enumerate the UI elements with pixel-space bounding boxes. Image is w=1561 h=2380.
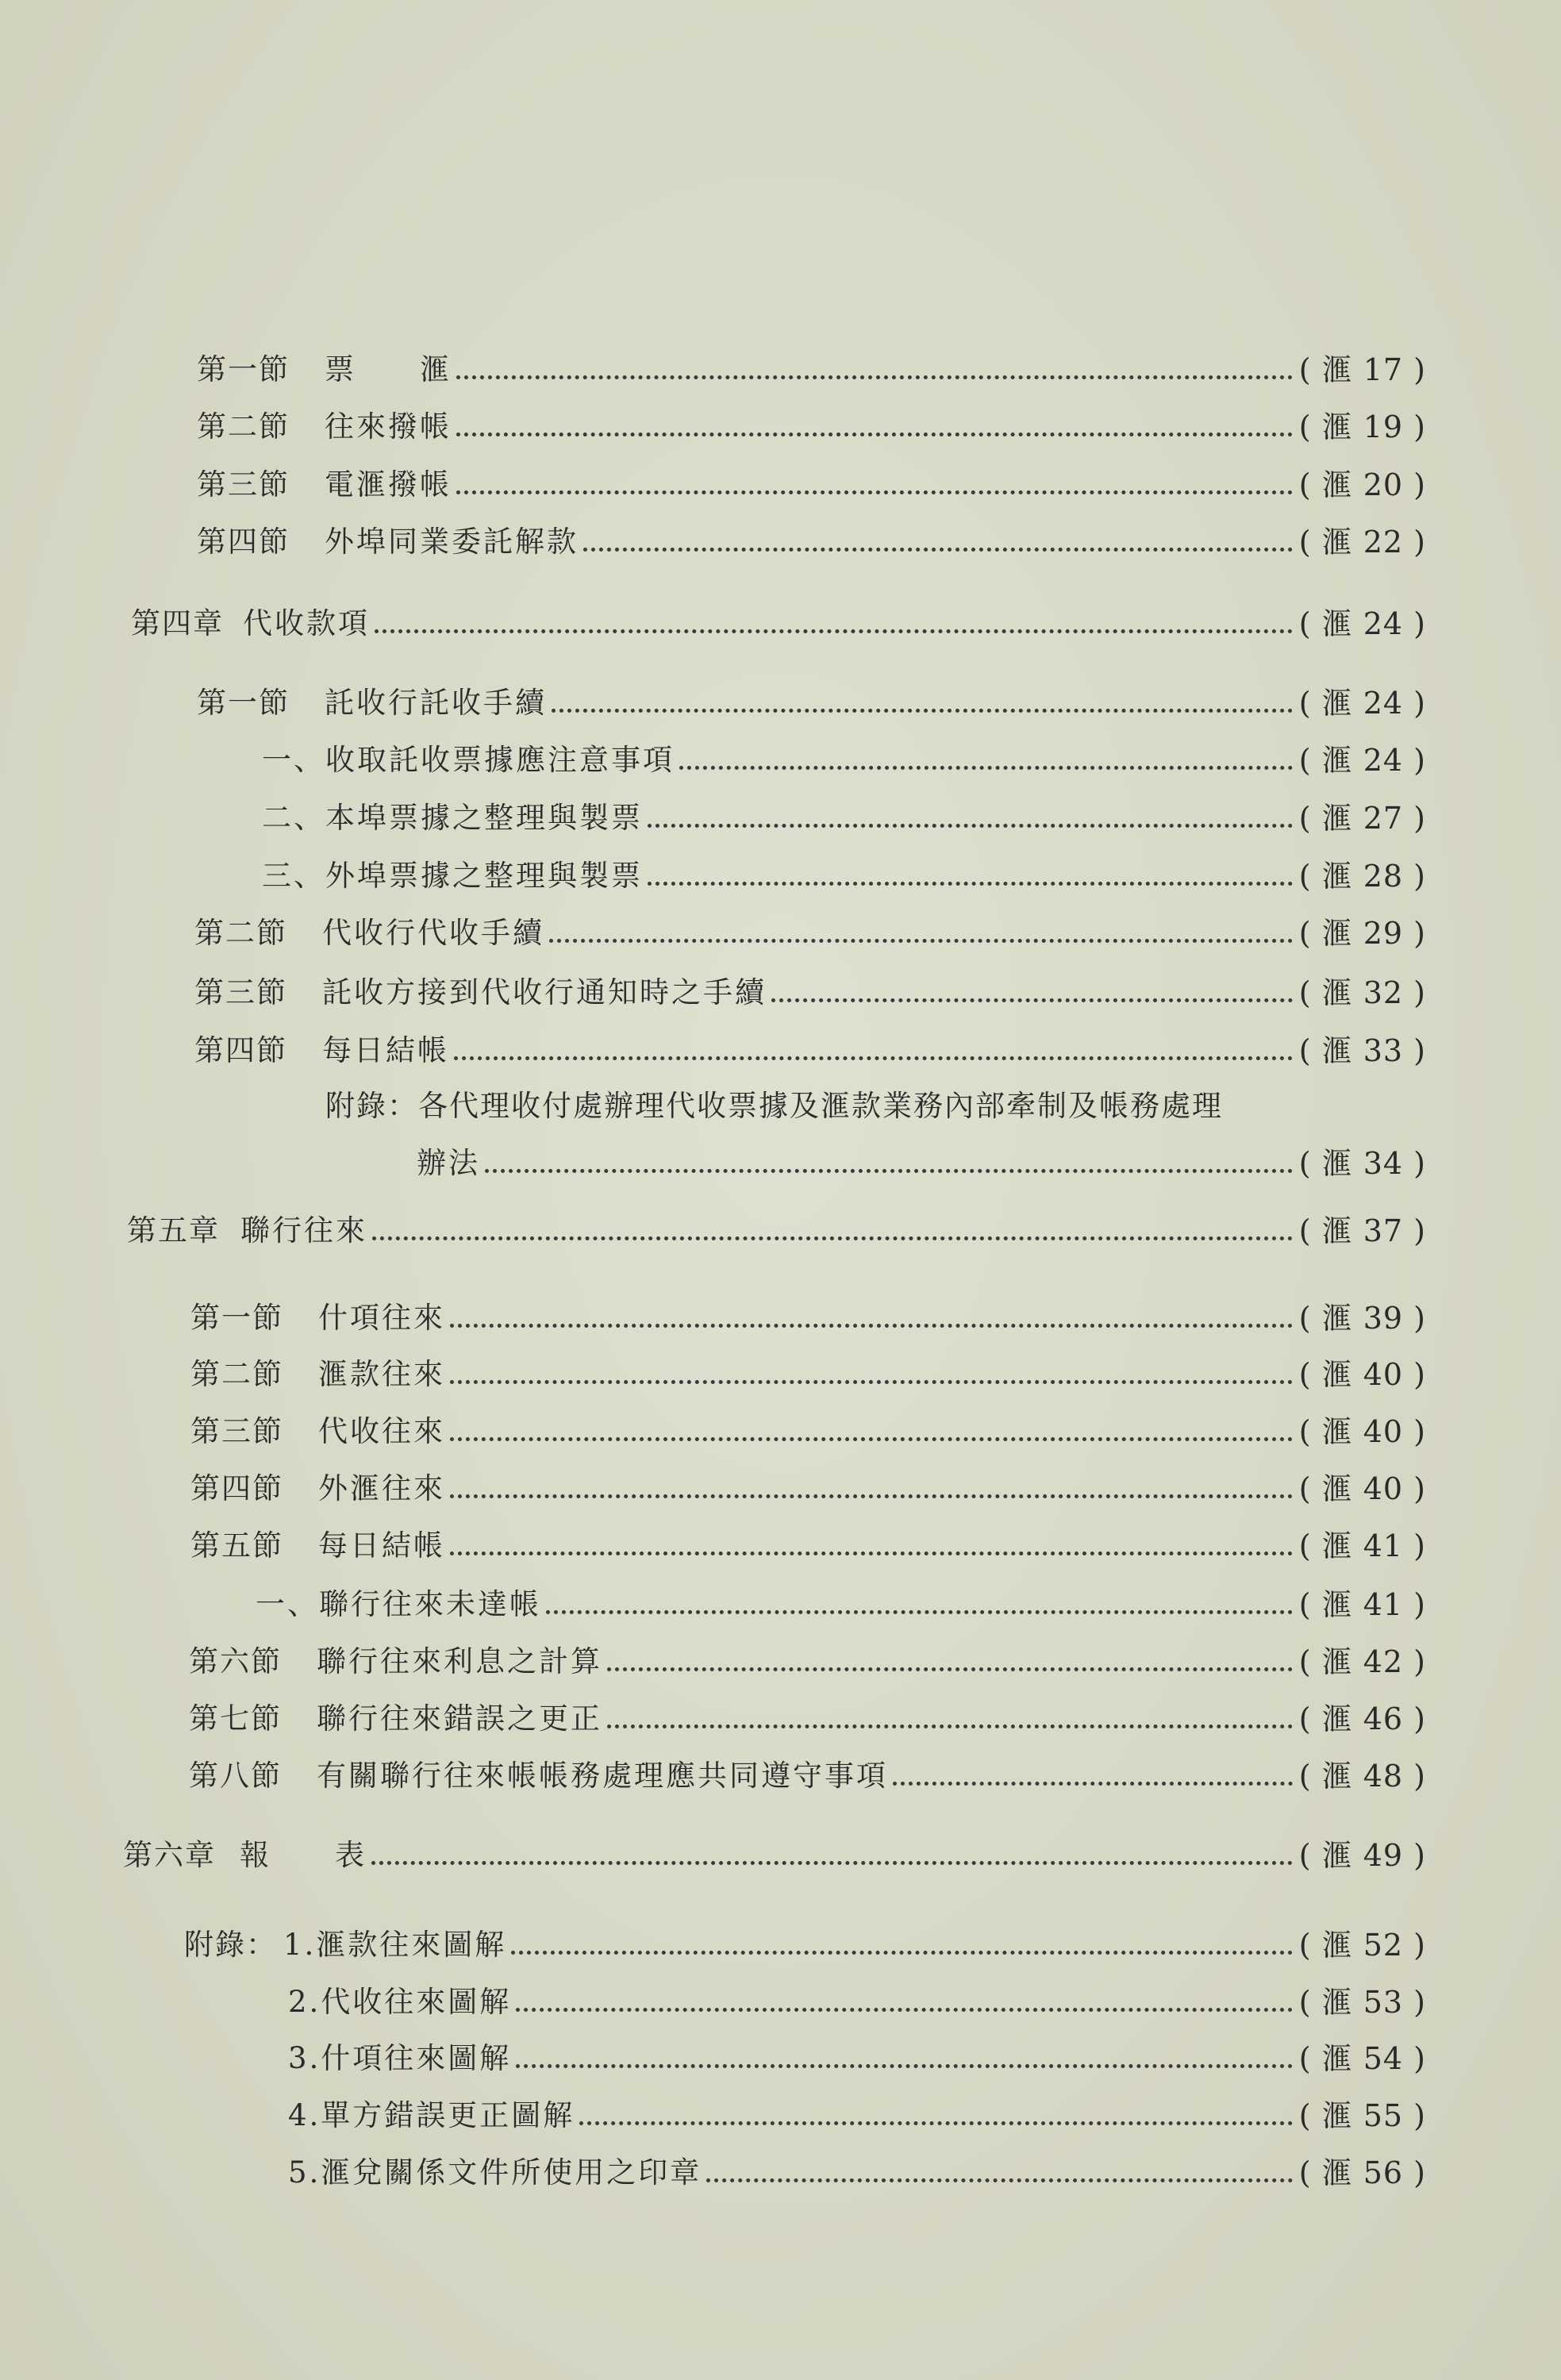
entry-page: ( 滙 42 ) (1298, 1644, 1426, 1679)
toc-entry (190, 1525, 1426, 1567)
dot-leader (516, 2008, 1292, 2012)
entry-number: 第一節 (197, 686, 290, 720)
toc-appendix-item (288, 2038, 1426, 2079)
appendix-item-title: 3.什項往來圖解 (288, 2041, 512, 2075)
dot-leader (450, 1437, 1293, 1441)
entry-title: 外滙往來 (318, 1471, 445, 1505)
toc-appendix-item (288, 1982, 1426, 2023)
toc-entry (197, 406, 1426, 448)
dot-leader (511, 1951, 1292, 1955)
dot-leader (456, 375, 1293, 379)
chapter-title: 代收款項 (243, 606, 370, 640)
dot-leader (549, 939, 1293, 943)
dot-leader (607, 1724, 1293, 1728)
toc-entry (197, 682, 1426, 724)
dot-leader (648, 882, 1293, 886)
toc-entry (190, 1468, 1426, 1509)
dot-leader (454, 1056, 1293, 1060)
dot-leader (450, 1494, 1293, 1498)
entry-page: ( 滙 56 ) (1298, 2155, 1426, 2190)
toc-appendix-item (288, 2152, 1426, 2194)
appendix-item-title: 5.滙兌關係文件所使用之印章 (288, 2155, 702, 2190)
entry-number: 第四節 (194, 1033, 287, 1067)
entry-page: ( 滙 48 ) (1298, 1759, 1426, 1794)
dot-leader (546, 1610, 1293, 1614)
entry-title: 滙款往來 (318, 1357, 445, 1391)
entry-number: 第六節 (189, 1644, 282, 1678)
entry-title: 每日結帳 (318, 1528, 445, 1563)
toc-chapter (131, 603, 1426, 644)
appendix-item-title: 4.單方錯誤更正圖解 (288, 2098, 575, 2132)
chapter-title: 報 表 (240, 1838, 367, 1872)
entry-page: ( 滙 39 ) (1298, 1301, 1426, 1336)
entry-title: 代收行代收手續 (322, 916, 544, 950)
entry-number: 第三節 (194, 975, 287, 1009)
toc-chapter (123, 1835, 1426, 1876)
chapter-number: 第六章 (123, 1838, 216, 1872)
entry-page: ( 滙 27 ) (1298, 801, 1426, 836)
dot-leader (450, 1380, 1293, 1384)
toc-entry (189, 1755, 1426, 1797)
appendix-continuation-title: 辦法 (417, 1146, 480, 1180)
entry-number: 第二節 (194, 916, 287, 950)
toc-entry (194, 1030, 1426, 1071)
entry-title: 聯行往來利息之計算 (317, 1644, 602, 1678)
entry-page: ( 滙 24 ) (1298, 606, 1426, 641)
dot-leader (485, 1169, 1293, 1173)
entry-page: ( 滙 49 ) (1298, 1838, 1426, 1873)
subentry-title: 一、聯行往來未達帳 (256, 1587, 541, 1621)
dot-leader (375, 629, 1293, 633)
entry-title: 託收行託收手續 (325, 686, 547, 720)
entry-page: ( 滙 24 ) (1298, 743, 1426, 778)
entry-title: 每日結帳 (322, 1033, 449, 1067)
entry-page: ( 滙 46 ) (1298, 1701, 1426, 1736)
entry-page: ( 滙 17 ) (1298, 352, 1426, 387)
toc-chapter (127, 1210, 1426, 1252)
toc-appendix-item (184, 1924, 1426, 1966)
chapter-number: 第五章 (127, 1213, 220, 1248)
dot-leader (583, 548, 1293, 552)
toc-entry (194, 913, 1426, 954)
entry-title: 代收往來 (318, 1414, 445, 1448)
toc-appendix-line (325, 1086, 1223, 1127)
dot-leader (771, 998, 1293, 1002)
subentry-title: 二、本埠票據之整理與製票 (262, 801, 643, 835)
entry-number: 第二節 (190, 1357, 283, 1391)
toc-subentry (262, 798, 1426, 839)
entry-number: 第一節 (190, 1301, 283, 1335)
dot-leader (456, 433, 1293, 436)
entry-page: ( 滙 41 ) (1298, 1528, 1426, 1563)
entry-page: ( 滙 41 ) (1298, 1587, 1426, 1622)
entry-page: ( 滙 19 ) (1298, 409, 1426, 444)
entry-page: ( 滙 24 ) (1298, 686, 1426, 721)
toc-entry (197, 521, 1426, 563)
entry-page: ( 滙 32 ) (1298, 975, 1426, 1010)
dot-leader (456, 490, 1293, 494)
toc-entry (189, 1641, 1426, 1682)
dot-leader (450, 1551, 1293, 1555)
entry-title: 什項往來 (318, 1301, 445, 1335)
entry-number: 第二節 (197, 409, 290, 444)
appendix-item-title: 1.滙款往來圖解 (283, 1928, 507, 1962)
toc-entry (190, 1411, 1426, 1452)
dot-leader (579, 2121, 1292, 2125)
entry-number: 第四節 (190, 1471, 283, 1505)
entry-number: 第一節 (197, 352, 290, 386)
entry-page: ( 滙 55 ) (1298, 2098, 1426, 2133)
toc-entry (190, 1298, 1426, 1339)
entry-page: ( 滙 22 ) (1298, 525, 1426, 559)
dot-leader (552, 709, 1293, 713)
toc-entry (197, 349, 1426, 390)
entry-page: ( 滙 37 ) (1298, 1213, 1426, 1248)
subentry-title: 一、收取託收票據應注意事項 (262, 743, 675, 777)
entry-page: ( 滙 29 ) (1298, 916, 1426, 951)
entry-page: ( 滙 40 ) (1298, 1414, 1426, 1449)
toc-subentry (262, 740, 1426, 781)
dot-leader (450, 1324, 1293, 1328)
entry-title: 外埠同業委託解款 (325, 525, 579, 559)
entry-page: ( 滙 40 ) (1298, 1357, 1426, 1392)
entry-title: 託收方接到代收行通知時之手續 (322, 975, 767, 1009)
dot-leader (516, 2064, 1292, 2068)
chapter-number: 第四章 (131, 606, 224, 640)
entry-number: 第四節 (197, 525, 290, 559)
entry-page: ( 滙 53 ) (1298, 1985, 1426, 2020)
chapter-title: 聯行往來 (240, 1213, 367, 1248)
dot-leader (706, 2178, 1292, 2182)
entry-title: 往來撥帳 (325, 409, 452, 444)
toc-subentry (256, 1584, 1426, 1625)
appendix-label: 附錄： (184, 1928, 277, 1962)
entry-number: 第五節 (190, 1528, 283, 1563)
dot-leader (679, 766, 1293, 770)
entry-page: ( 滙 20 ) (1298, 467, 1426, 502)
toc-entry (197, 464, 1426, 506)
toc-entry (194, 972, 1426, 1013)
appendix-title: 附錄：各代理收付處辦理代收票據及滙款業務內部牽制及帳務處理 (325, 1089, 1223, 1123)
toc-subentry (262, 855, 1426, 897)
toc-entry (189, 1698, 1426, 1740)
dot-leader (372, 1236, 1293, 1240)
toc-appendix-item (288, 2095, 1426, 2136)
entry-page: ( 滙 28 ) (1298, 859, 1426, 894)
subentry-title: 三、外埠票據之整理與製票 (262, 859, 643, 893)
entry-page: ( 滙 54 ) (1298, 2041, 1426, 2076)
entry-title: 電滙撥帳 (325, 467, 452, 502)
toc-entry (190, 1354, 1426, 1395)
dot-leader (371, 1861, 1293, 1865)
appendix-item-title: 2.代收往來圖解 (288, 1985, 512, 2019)
dot-leader (607, 1667, 1293, 1671)
dot-leader (893, 1782, 1293, 1786)
entry-page: ( 滙 34 ) (1298, 1146, 1426, 1181)
entry-number: 第八節 (189, 1759, 282, 1793)
entry-number: 第三節 (197, 467, 290, 502)
toc-appendix-continuation (417, 1143, 1426, 1184)
entry-page: ( 滙 52 ) (1298, 1928, 1426, 1963)
entry-page: ( 滙 40 ) (1298, 1471, 1426, 1506)
entry-title: 有關聯行往來帳帳務處理應共同遵守事項 (317, 1759, 888, 1793)
entry-title: 票 滙 (325, 352, 452, 386)
dot-leader (648, 824, 1293, 828)
entry-page: ( 滙 33 ) (1298, 1033, 1426, 1068)
entry-number: 第七節 (189, 1701, 282, 1736)
entry-title: 聯行往來錯誤之更正 (317, 1701, 602, 1736)
entry-number: 第三節 (190, 1414, 283, 1448)
